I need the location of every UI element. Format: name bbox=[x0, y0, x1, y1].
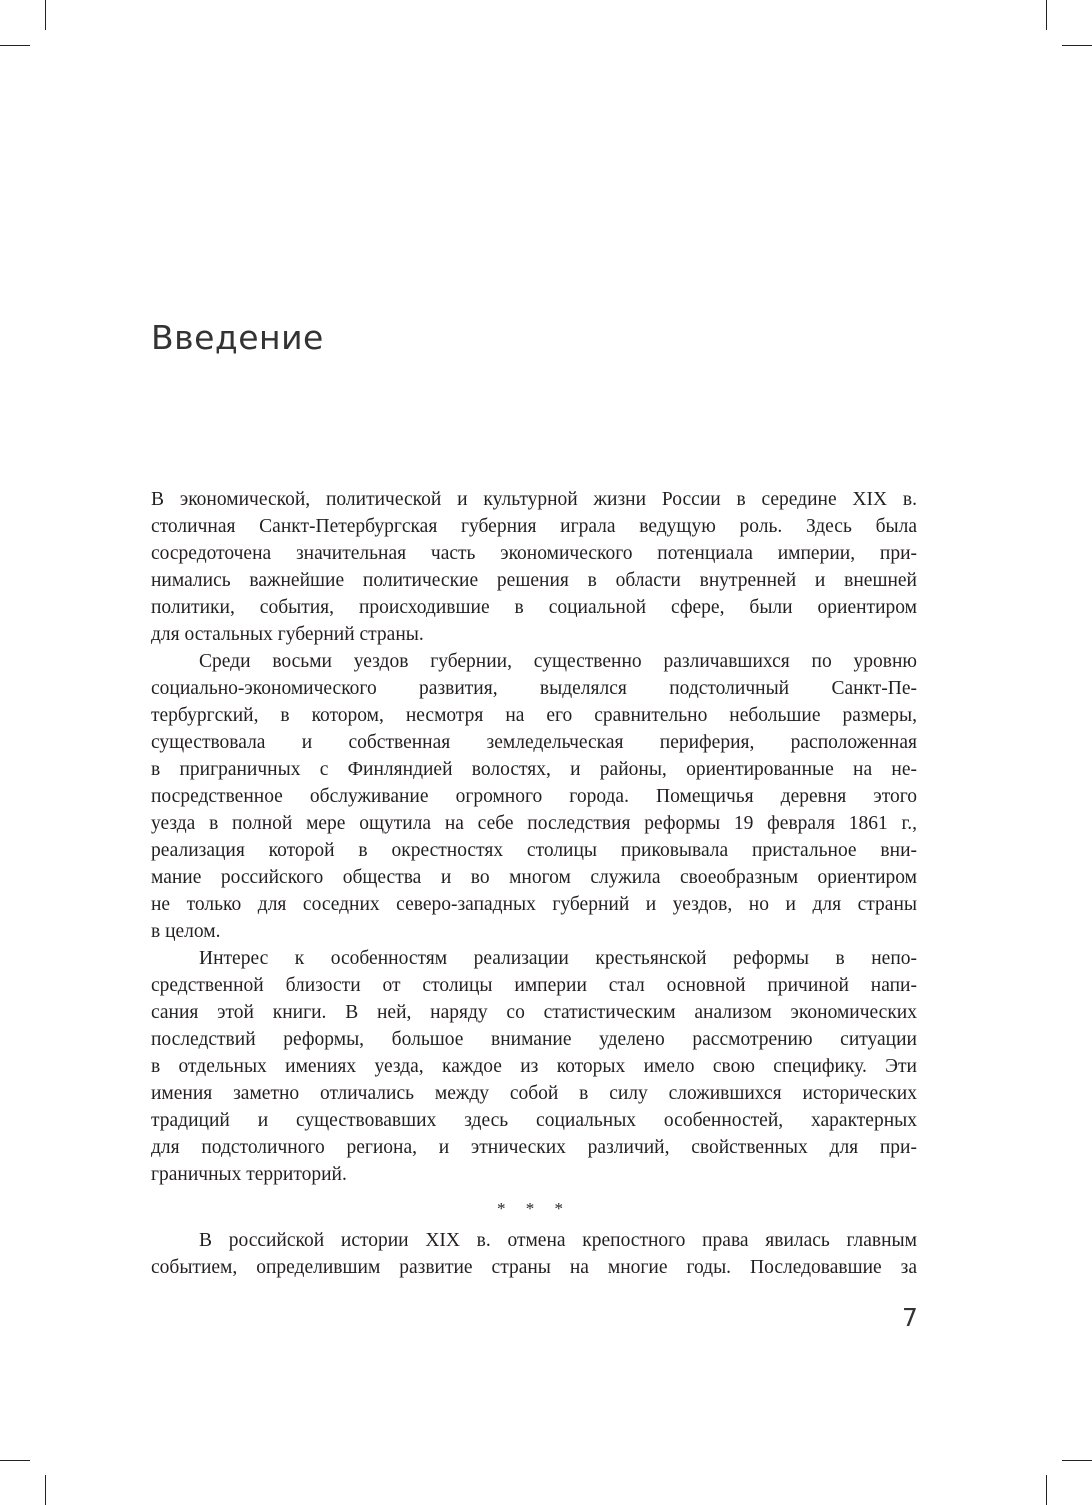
text-line: не только для соседних северо-западных губерний и уездов, но и для страны bbox=[151, 894, 917, 915]
paragraph bbox=[151, 648, 917, 945]
text-line: в отдельных имениях уезда, каждое из которых имело свою специфику. Эти bbox=[151, 1056, 917, 1077]
text-line: В экономической, политической и культурной жизни России в середине XIX в. bbox=[151, 489, 917, 510]
text-line: последствий реформы, большое внимание уделено рассмотрению ситуации bbox=[151, 1029, 917, 1050]
text-line: сосредоточена значительная часть экономического потенциала империи, при- bbox=[151, 543, 917, 564]
crop-mark bbox=[45, 0, 46, 30]
text-line: событием, определившим развитие страны на многие годы. Последовавшие за bbox=[151, 1257, 917, 1278]
crop-mark bbox=[45, 1475, 46, 1505]
text-line: сания этой книги. В ней, наряду со статистическим анализом экономических bbox=[151, 1002, 917, 1023]
paragraph bbox=[151, 945, 917, 1188]
text-line: уезда в полной мере ощутила на себе последствия реформы 19 февраля 1861 г., bbox=[151, 813, 917, 834]
crop-mark bbox=[0, 45, 30, 46]
chapter-title: Введение bbox=[151, 318, 324, 357]
text-line: Интерес к особенностям реализации крестьянской реформы в непо- bbox=[199, 948, 917, 969]
text-line: политики, события, происходившие в социальной сфере, были ориентиром bbox=[151, 597, 917, 618]
text-line: традиций и существовавших здесь социальных особенностей, характерных bbox=[151, 1110, 917, 1131]
text-line: мание российского общества и во многом служила своеобразным ориентиром bbox=[151, 867, 917, 888]
text-line: в целом. bbox=[151, 921, 221, 942]
crop-mark bbox=[1046, 1475, 1047, 1505]
crop-mark bbox=[1062, 1460, 1092, 1461]
text-line: В российской истории XIX в. отмена крепостного права явилась главным bbox=[199, 1230, 917, 1251]
crop-mark bbox=[1046, 0, 1047, 30]
paragraph bbox=[151, 486, 917, 648]
text-line: социально-экономического развития, выделялся подстоличный Санкт-Пе- bbox=[151, 678, 917, 699]
paragraph bbox=[151, 1227, 917, 1281]
text-line: столичная Санкт-Петербургская губерния играла ведущую роль. Здесь была bbox=[151, 516, 917, 537]
text-line: реализация которой в окрестностях столицы приковывала пристальное вни- bbox=[151, 840, 917, 861]
text-line: нимались важнейшие политические решения в области внутренней и внешней bbox=[151, 570, 917, 591]
text-line: имения заметно отличались между собой в силу сложившихся исторических bbox=[151, 1083, 917, 1104]
text-line: граничных территорий. bbox=[151, 1164, 347, 1185]
body-text bbox=[151, 486, 917, 1281]
text-line: средственной близости от столицы империи стал основной причиной напи- bbox=[151, 975, 917, 996]
crop-mark bbox=[0, 1460, 30, 1461]
page-number: 7 bbox=[902, 1303, 918, 1332]
text-line: для остальных губерний страны. bbox=[151, 624, 424, 645]
section-break: * * * bbox=[497, 1199, 571, 1218]
text-line: посредственное обслуживание огромного города. Помещичья деревня этого bbox=[151, 786, 917, 807]
crop-mark bbox=[1062, 45, 1092, 46]
text-line: существовала и собственная земледельческая периферия, расположенная bbox=[151, 732, 917, 753]
text-line: тербургский, в котором, несмотря на его сравнительно небольшие размеры, bbox=[151, 705, 917, 726]
text-line: для подстоличного региона, и этнических различий, свойственных для при- bbox=[151, 1137, 917, 1158]
text-line: Среди восьми уездов губернии, существенно различавшихся по уровню bbox=[199, 651, 917, 672]
text-line: в приграничных с Финляндией волостях, и районы, ориентированные на не- bbox=[151, 759, 917, 780]
